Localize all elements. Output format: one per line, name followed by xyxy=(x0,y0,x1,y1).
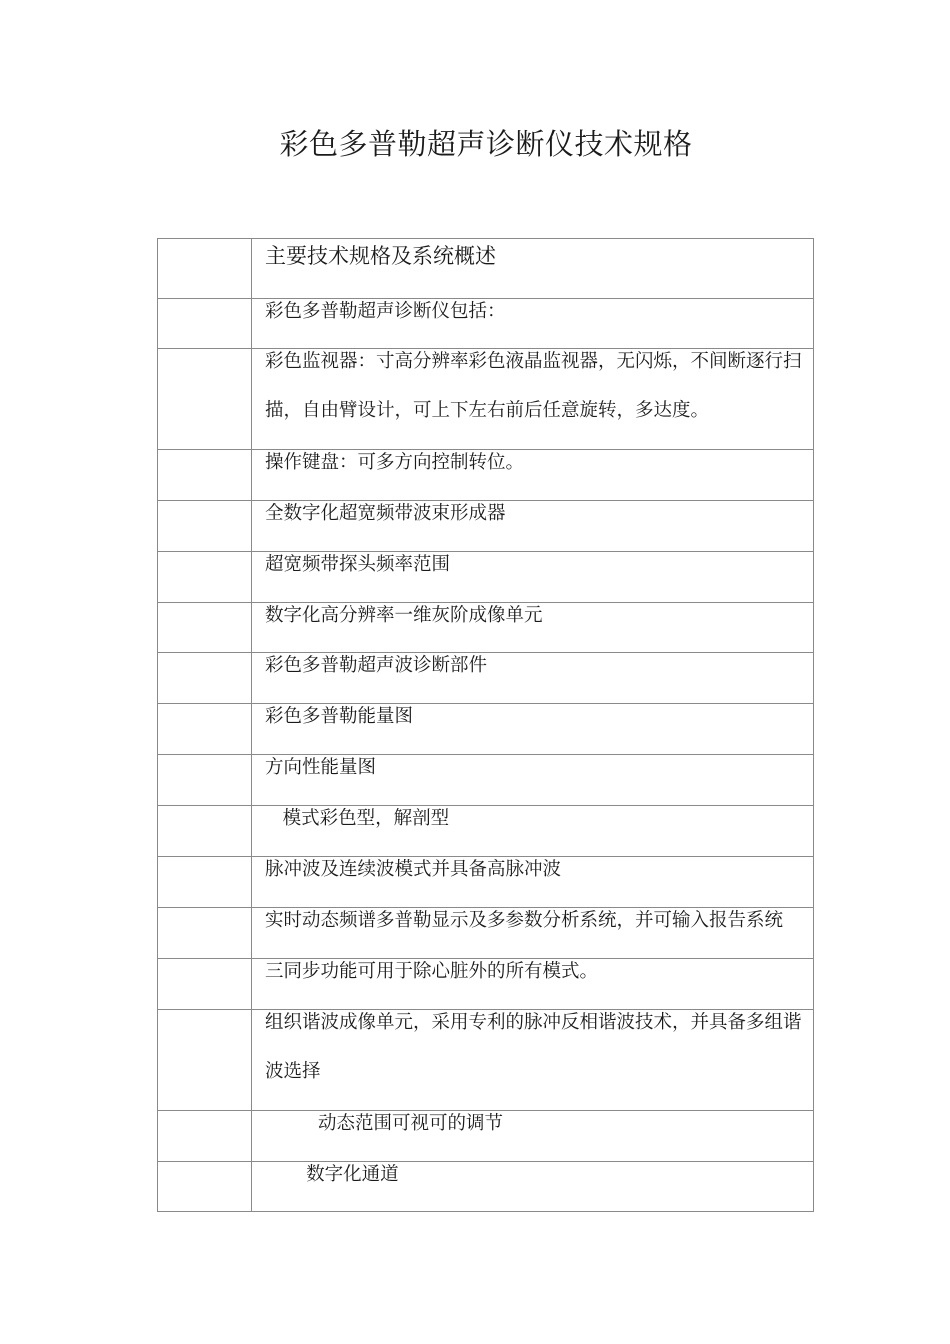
row-label-cell xyxy=(158,1010,252,1111)
row-label-cell xyxy=(158,552,252,603)
row-text-cell: 组织谐波成像单元，采用专利的脉冲反相谐波技术，并具备多组谐波选择 xyxy=(252,1010,814,1111)
row-text-cell: 三同步功能可用于除心脏外的所有模式。 xyxy=(252,959,814,1010)
row-label-cell xyxy=(158,501,252,552)
row-text-cell: 动态范围可视可的调节 xyxy=(252,1111,814,1162)
row-text-cell: 全数字化超宽频带波束形成器 xyxy=(252,501,814,552)
document-title: 彩色多普勒超声诊断仪技术规格 xyxy=(279,127,693,161)
row-label-cell xyxy=(158,239,252,299)
row-label-cell xyxy=(158,704,252,755)
row-label-cell xyxy=(158,1162,252,1212)
row-label-cell xyxy=(158,755,252,806)
spec-table xyxy=(157,238,814,1212)
row-text-cell: 模式彩色型，解剖型 xyxy=(252,806,814,857)
row-label-cell xyxy=(158,959,252,1010)
row-label-cell xyxy=(158,349,252,450)
row-label-cell xyxy=(158,857,252,908)
row-text-cell: 彩色监视器：寸高分辨率彩色液晶监视器，无闪烁，不间断逐行扫描，自由臂设计，可上下左右前后任意旋转，多达度。 xyxy=(252,349,814,450)
row-text-cell: 彩色多普勒能量图 xyxy=(252,704,814,755)
row-label-cell xyxy=(158,806,252,857)
row-label-cell xyxy=(158,1111,252,1162)
row-text-cell: 实时动态频谱多普勒显示及多参数分析系统，并可输入报告系统 xyxy=(252,908,814,959)
row-text-cell: 数字化高分辨率一维灰阶成像单元 xyxy=(252,603,814,653)
row-text-cell: 数字化通道 xyxy=(252,1162,814,1212)
row-label-cell xyxy=(158,908,252,959)
table-row xyxy=(158,1162,814,1212)
row-text-cell: 方向性能量图 xyxy=(252,755,814,806)
table-row xyxy=(158,349,814,450)
row-text-cell: 彩色多普勒超声诊断仪包括： xyxy=(252,299,814,349)
row-text-cell: 操作键盘：可多方向控制转位。 xyxy=(252,450,814,501)
row-text-cell: 脉冲波及连续波模式并具备高脉冲波 xyxy=(252,857,814,908)
table-row xyxy=(158,1010,814,1111)
row-label-cell xyxy=(158,450,252,501)
row-label-cell xyxy=(158,653,252,704)
row-label-cell xyxy=(158,299,252,349)
row-label-cell xyxy=(158,603,252,653)
row-text-cell: 超宽频带探头频率范围 xyxy=(252,552,814,603)
section-heading: 主要技术规格及系统概述 xyxy=(265,244,496,268)
row-text-cell: 彩色多普勒超声波诊断部件 xyxy=(252,653,814,704)
